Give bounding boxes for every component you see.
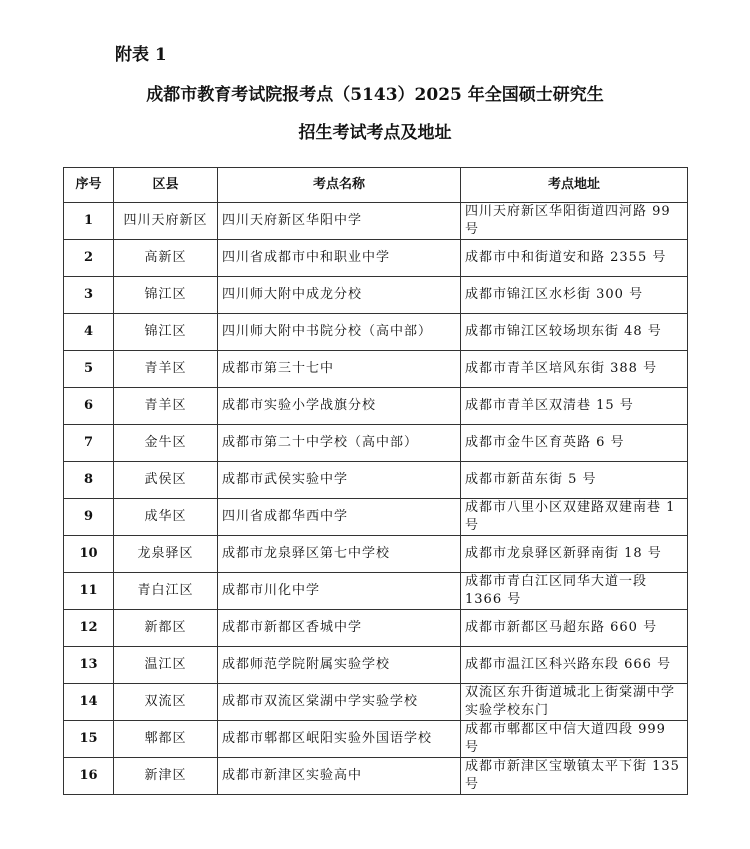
row-district: 温江区 <box>114 647 218 684</box>
table-row <box>64 388 688 425</box>
row-site-name: 四川省成都市中和职业中学 <box>218 240 461 277</box>
header-serial-number: 序号 <box>64 168 114 203</box>
row-serial-number: 14 <box>64 684 114 721</box>
row-district: 青羊区 <box>114 351 218 388</box>
row-district: 青白江区 <box>114 573 218 610</box>
row-site-address: 成都市金牛区育英路 6 号 <box>461 425 688 462</box>
row-site-name: 成都市郫都区岷阳实验外国语学校 <box>218 721 461 758</box>
row-site-name: 四川天府新区华阳中学 <box>218 203 461 240</box>
document-title-line-2: 招生考试考点及地址 <box>298 123 452 143</box>
row-district: 成华区 <box>114 499 218 536</box>
table-body <box>64 203 688 795</box>
table-row <box>64 758 688 795</box>
row-site-name: 成都市武侯实验中学 <box>218 462 461 499</box>
row-district: 金牛区 <box>114 425 218 462</box>
row-serial-number: 13 <box>64 647 114 684</box>
row-serial-number: 12 <box>64 610 114 647</box>
row-site-name: 成都市新都区香城中学 <box>218 610 461 647</box>
row-site-address: 成都市新津区宝墩镇太平下街 135 号 <box>461 758 688 795</box>
row-site-name: 成都市川化中学 <box>218 573 461 610</box>
row-serial-number: 8 <box>64 462 114 499</box>
row-site-address: 双流区东升街道城北上街棠湖中学实验学校东门 <box>461 684 688 721</box>
row-site-address: 四川天府新区华阳街道四河路 99 号 <box>461 203 688 240</box>
row-site-address: 成都市八里小区双建路双建南巷 1 号 <box>461 499 688 536</box>
table-row <box>64 277 688 314</box>
row-site-name: 成都市龙泉驿区第七中学校 <box>218 536 461 573</box>
row-district: 四川天府新区 <box>114 203 218 240</box>
row-site-address: 成都市青羊区双清巷 15 号 <box>461 388 688 425</box>
row-serial-number: 10 <box>64 536 114 573</box>
row-serial-number: 5 <box>64 351 114 388</box>
row-site-name: 四川师大附中书院分校（高中部） <box>218 314 461 351</box>
row-district: 龙泉驿区 <box>114 536 218 573</box>
row-serial-number: 2 <box>64 240 114 277</box>
row-district: 新都区 <box>114 610 218 647</box>
header-site-address: 考点地址 <box>461 168 688 203</box>
row-site-name: 四川省成都华西中学 <box>218 499 461 536</box>
table-row <box>64 573 688 610</box>
row-serial-number: 4 <box>64 314 114 351</box>
row-site-address: 成都市锦江区水杉街 300 号 <box>461 277 688 314</box>
row-serial-number: 16 <box>64 758 114 795</box>
row-site-name: 成都市第二十中学校（高中部） <box>218 425 461 462</box>
row-site-name: 成都市双流区棠湖中学实验学校 <box>218 684 461 721</box>
row-site-address: 成都市新都区马超东路 660 号 <box>461 610 688 647</box>
table-row <box>64 684 688 721</box>
document-title-line-1: 成都市教育考试院报考点（5143）2025 年全国硕士研究生 <box>146 85 604 105</box>
row-serial-number: 7 <box>64 425 114 462</box>
row-site-name: 四川师大附中成龙分校 <box>218 277 461 314</box>
row-site-name: 成都师范学院附属实验学校 <box>218 647 461 684</box>
row-site-address: 成都市郫都区中信大道四段 999 号 <box>461 721 688 758</box>
table-row <box>64 240 688 277</box>
row-site-address: 成都市中和街道安和路 2355 号 <box>461 240 688 277</box>
row-site-name: 成都市新津区实验高中 <box>218 758 461 795</box>
table-row <box>64 536 688 573</box>
row-site-address: 成都市温江区科兴路东段 666 号 <box>461 647 688 684</box>
row-district: 青羊区 <box>114 388 218 425</box>
row-district: 锦江区 <box>114 277 218 314</box>
row-site-address: 成都市青羊区培风东街 388 号 <box>461 351 688 388</box>
row-district: 武侯区 <box>114 462 218 499</box>
row-district: 新津区 <box>114 758 218 795</box>
table-header-row <box>64 168 688 203</box>
row-serial-number: 15 <box>64 721 114 758</box>
table-row <box>64 610 688 647</box>
row-site-address: 成都市新苗东街 5 号 <box>461 462 688 499</box>
row-site-address: 成都市青白江区同华大道一段 1366 号 <box>461 573 688 610</box>
row-site-name: 成都市第三十七中 <box>218 351 461 388</box>
row-serial-number: 1 <box>64 203 114 240</box>
table-row <box>64 425 688 462</box>
table-row <box>64 314 688 351</box>
row-site-address: 成都市龙泉驿区新驿南街 18 号 <box>461 536 688 573</box>
row-district: 双流区 <box>114 684 218 721</box>
row-serial-number: 3 <box>64 277 114 314</box>
table-row <box>64 499 688 536</box>
row-serial-number: 11 <box>64 573 114 610</box>
row-district: 锦江区 <box>114 314 218 351</box>
table-row <box>64 351 688 388</box>
row-site-address: 成都市锦江区较场坝东街 48 号 <box>461 314 688 351</box>
table-row <box>64 203 688 240</box>
table-row <box>64 462 688 499</box>
table-row <box>64 721 688 758</box>
table-row <box>64 647 688 684</box>
attachment-label: 附表 1 <box>115 45 167 65</box>
row-serial-number: 6 <box>64 388 114 425</box>
header-district: 区县 <box>114 168 218 203</box>
row-district: 郫都区 <box>114 721 218 758</box>
row-serial-number: 9 <box>64 499 114 536</box>
row-site-name: 成都市实验小学战旗分校 <box>218 388 461 425</box>
exam-sites-table <box>63 167 688 795</box>
header-site-name: 考点名称 <box>218 168 461 203</box>
row-district: 高新区 <box>114 240 218 277</box>
